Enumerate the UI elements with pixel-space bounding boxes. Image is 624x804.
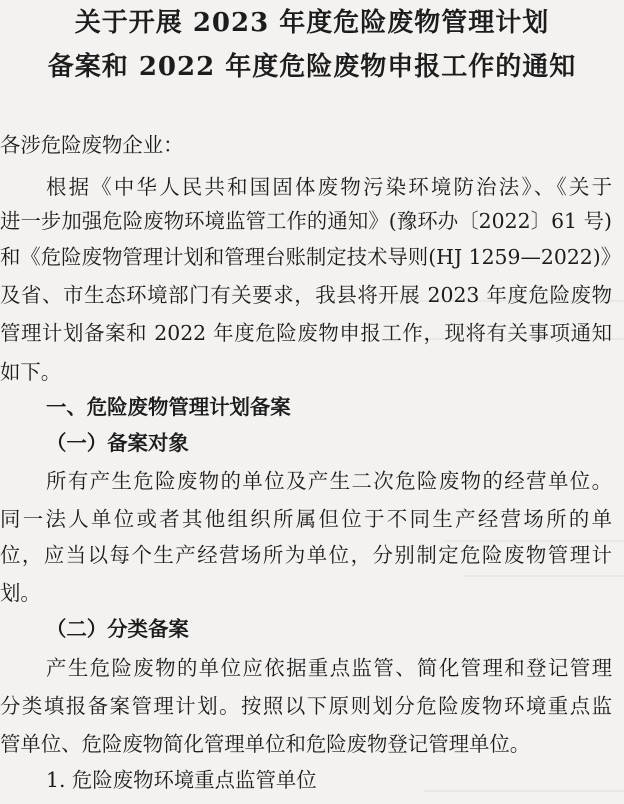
- section-1-heading: 一、危险废物管理计划备案: [46, 395, 291, 419]
- item-1-heading: 1. 危险废物环境重点监管单位: [46, 768, 317, 792]
- intro-line-4: 及省、市生态环境部门有关要求，我县将开展 2023 年度危险废物: [0, 283, 612, 307]
- intro-line-3: 和《危险废物管理计划和管理台账制定技术导则(HJ 1259—2022)》: [0, 245, 622, 269]
- sub1-line-4: 划。: [0, 581, 41, 605]
- sub2-line-1: 产生危险废物的单位应依据重点监管、简化管理和登记管理: [46, 656, 612, 680]
- sub2-line-2: 分类填报备案管理计划。按照以下原则划分危险废物环境重点监: [0, 694, 612, 718]
- title-line-2: 备案和 2022 年度危险废物申报工作的通知: [47, 52, 577, 82]
- sub1-line-3: 位，应当以每个生产经营场所为单位，分别制定危险废物管理计: [0, 543, 612, 567]
- sub1-line-2: 同一法人单位或者其他组织所属但位于不同生产经营场所的单: [0, 507, 612, 531]
- intro-line-5: 管理计划备案和 2022 年度危险废物申报工作，现将有关事项通知: [0, 321, 612, 345]
- title-line-1: 关于开展 2023 年度危险废物管理计划: [74, 8, 550, 38]
- sub1-line-1: 所有产生危险废物的单位及产生二次危险废物的经营单位。: [46, 469, 612, 493]
- intro-line-2: 进一步加强危险废物环境监管工作的通知》(豫环办〔2022〕61 号): [0, 209, 612, 233]
- subsection-2-heading: （二）分类备案: [46, 617, 189, 641]
- salutation: 各涉危险废物企业：: [0, 133, 184, 157]
- intro-line-1: 根据《中华人民共和国固体废物污染环境防治法》、《关于: [46, 175, 612, 199]
- subsection-1-heading: （一）备案对象: [46, 431, 189, 455]
- sub2-line-3: 管单位、危险废物简化管理单位和危险废物登记管理单位。: [0, 732, 531, 756]
- intro-line-6: 如下。: [0, 360, 62, 384]
